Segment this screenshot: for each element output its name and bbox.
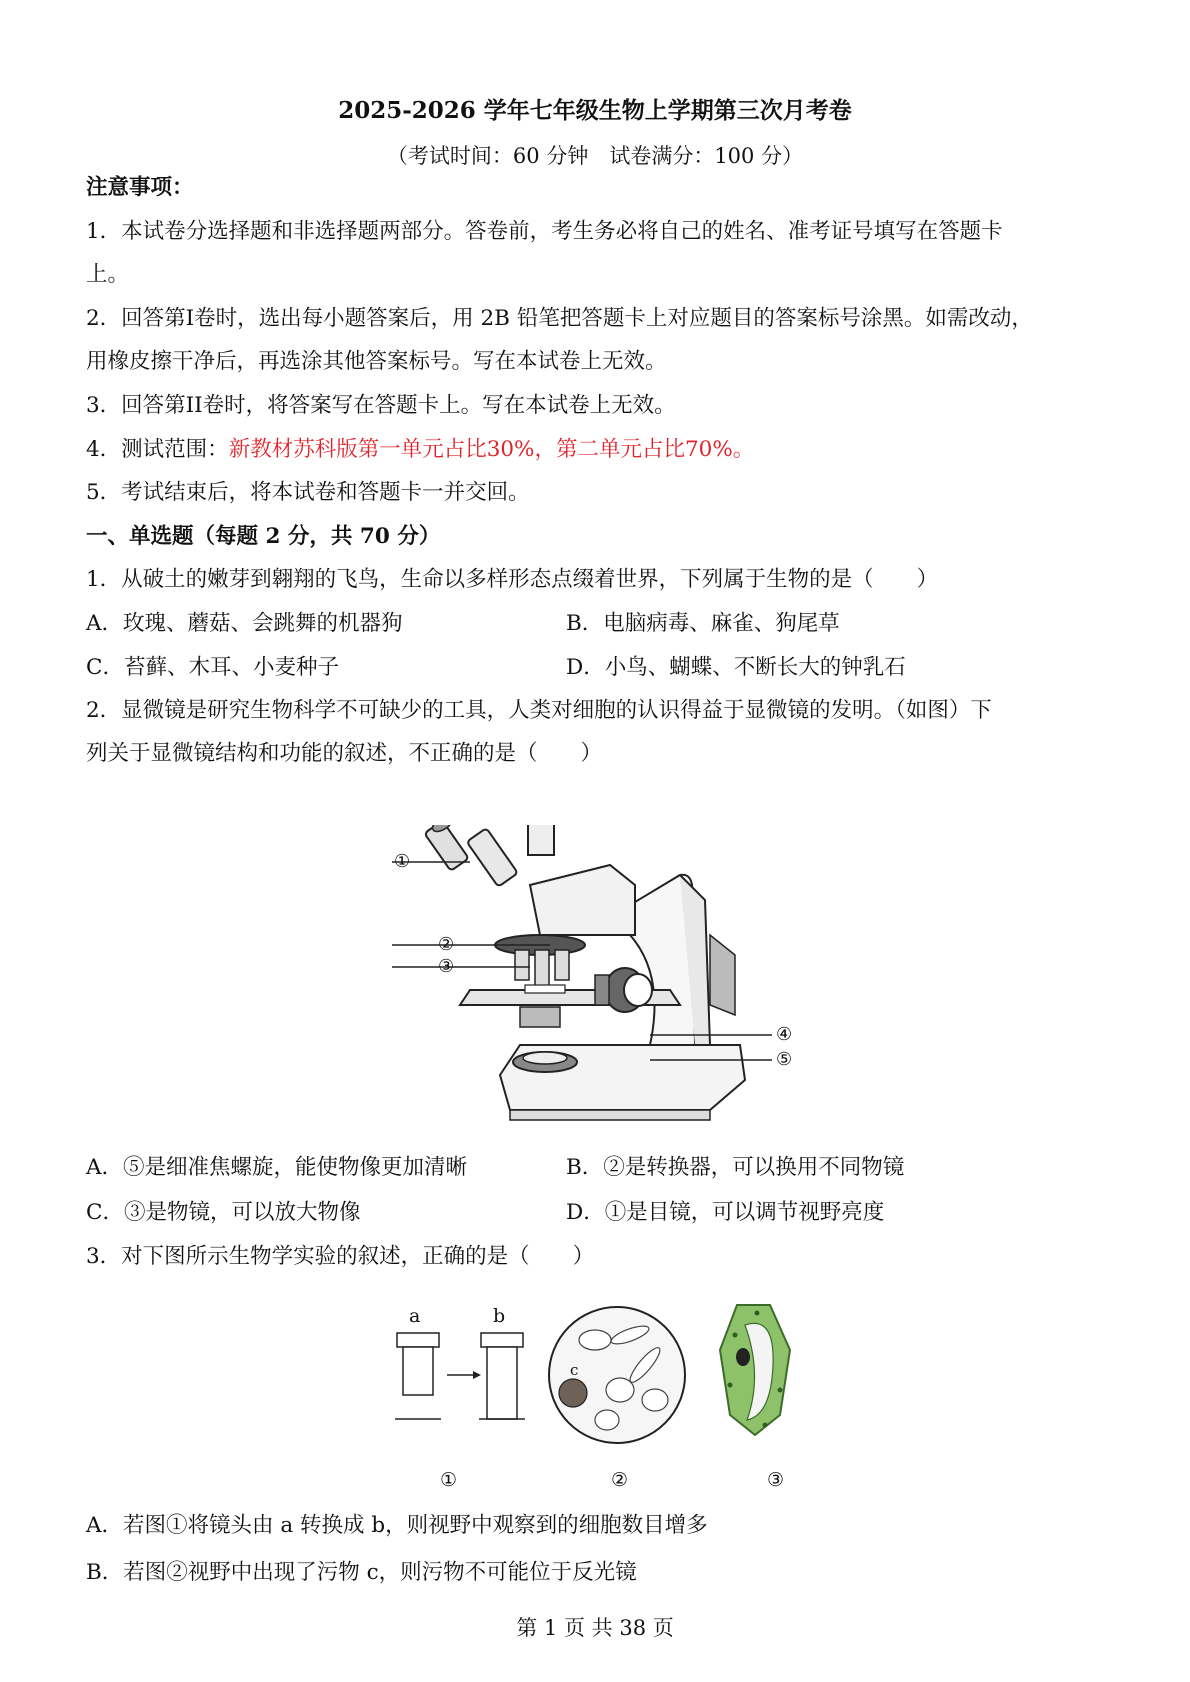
notice-item-2-line-2: 用橡皮擦干净后，再选涂其他答案标号。写在本试卷上无效。 — [86, 349, 667, 374]
exam-title: 2025-2026 学年七年级生物上学期第三次月考卷 — [338, 97, 852, 124]
q2-option-c: C．③是物镜，可以放大物像 — [86, 1200, 361, 1225]
notice-item-5: 5．考试结束后，将本试卷和答题卡一并交回。 — [86, 480, 530, 505]
fig-label-c: c — [570, 1361, 579, 1379]
notice-item-4 — [86, 435, 754, 465]
plant-cell-icon — [720, 1305, 790, 1435]
label-3: ③ — [438, 956, 455, 977]
notice-item-3: 3．回答第II卷时，将答案写在答题卡上。写在本试卷上无效。 — [86, 393, 676, 418]
q2-stem-line-2: 列关于显微镜结构和功能的叙述，不正确的是（ ） — [86, 741, 603, 766]
fig-label-a: a — [409, 1305, 421, 1327]
fig-number-1: ① — [440, 1469, 458, 1491]
q2-stem-line-1: 2．显微镜是研究生物科学不可缺少的工具，人类对细胞的认识得益于显微镜的发明。（如图）下 — [86, 698, 992, 723]
q3-option-a: A．若图①将镜头由 a 转换成 b，则视野中观察到的细胞数目增多 — [86, 1513, 708, 1538]
q1-option-b: B．电脑病毒、麻雀、狗尾草 — [566, 611, 840, 636]
q1-option-d: D．小鸟、蝴蝶、不断长大的钟乳石 — [566, 655, 906, 680]
label-1: ① — [394, 851, 411, 872]
section-heading: 一、单选题（每题 2 分，共 70 分） — [86, 524, 441, 549]
q1-option-a: A．玫瑰、蘑菇、会跳舞的机器狗 — [86, 611, 403, 636]
objective-a-icon — [395, 1333, 441, 1419]
label-2: ② — [438, 934, 455, 955]
notice-heading: 注意事项： — [86, 175, 194, 200]
label-5: ⑤ — [776, 1049, 793, 1070]
q1-option-c: C．苔藓、木耳、小麦种子 — [86, 655, 339, 680]
exam-subtitle: （考试时间：60 分钟 试卷满分：100 分） — [386, 144, 804, 168]
objective-b-icon — [479, 1333, 525, 1419]
q2-option-b: B．②是转换器，可以换用不同物镜 — [566, 1155, 905, 1180]
arrow-icon — [447, 1371, 481, 1379]
q3-stem: 3．对下图所示生物学实验的叙述，正确的是（ ） — [86, 1244, 595, 1269]
microscope-label-lines — [360, 855, 810, 1075]
q1-stem: 1．从破土的嫩芽到翱翔的飞鸟，生命以多样形态点缀着世界，下列属于生物的是（ ） — [86, 567, 939, 592]
notice-item-4-prefix: 4．测试范围： — [86, 437, 229, 462]
q2-option-d: D．①是目镜，可以调节视野亮度 — [566, 1200, 885, 1225]
fig-number-2: ② — [611, 1469, 629, 1491]
test-scope: 新教材苏科版第一单元占比30%，第二单元占比70%。 — [228, 437, 755, 462]
fig-number-3: ③ — [767, 1469, 785, 1491]
notice-item-1-line-1: 1．本试卷分选择题和非选择题两部分。答卷前，考生务必将自己的姓名、准考证号填写在答题卡 — [86, 219, 1003, 244]
fig-label-b: b — [493, 1305, 506, 1327]
notice-item-2-line-1: 2．回答第I卷时，选出每小题答案后，用 2B 铅笔把答题卡上对应题目的答案标号涂黑。如需改动， — [86, 306, 1033, 331]
page-number: 第 1 页 共 38 页 — [516, 1616, 674, 1640]
notice-item-1-line-2: 上。 — [86, 262, 130, 287]
label-4: ④ — [776, 1024, 793, 1045]
q2-option-a: A．⑤是细准焦螺旋，能使物像更加清晰 — [86, 1155, 468, 1180]
q3-option-b: B．若图②视野中出现了污物 c，则污物不可能位于反光镜 — [86, 1560, 637, 1585]
